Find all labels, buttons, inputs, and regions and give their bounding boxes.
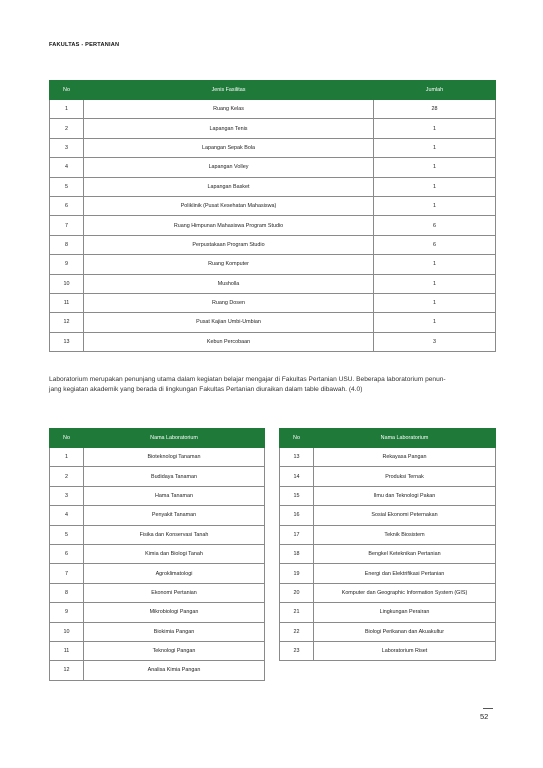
row-number: 5 [50,177,84,196]
row-number: 10 [50,274,84,293]
facility-type: Lapangan Sepak Bola [84,138,374,157]
lab-name: Agroklimatologi [84,564,265,583]
lab-name: Analisa Kimia Pangan [84,661,265,680]
row-number: 8 [50,235,84,254]
facility-count: 1 [374,274,496,293]
facility-count: 1 [374,293,496,312]
lab-name: Teknik Biosistem [314,525,496,544]
table-row [280,467,496,486]
lab-name: Komputer dan Geographic Information System (GIS) [314,583,496,602]
lab-name: Laboratorium Riset [314,641,496,660]
table-row [50,313,496,332]
lab-name: Mikrobiologi Pangan [84,603,265,622]
lab-name: Bengkel Keteknikan Pertanian [314,544,496,563]
labs-right-header-no: No [280,429,314,448]
table-row [280,603,496,622]
facility-count: 1 [374,196,496,215]
facility-type: Ruang Komputer [84,255,374,274]
row-number: 7 [50,564,84,583]
facilities-header-no: No [50,81,84,100]
facility-count: 1 [374,255,496,274]
lab-name: Biologi Perikanan dan Akuakultur [314,622,496,641]
labs-table-right [279,428,496,661]
facility-count: 1 [374,158,496,177]
table-row [50,274,496,293]
row-number: 9 [50,603,84,622]
labs-table-left [49,428,265,681]
lab-name: Biokimia Pangan [84,622,265,641]
table-row [50,293,496,312]
facilities-header-row [50,81,496,100]
facility-type: Ruang Himpunan Mahasiswa Program Studio [84,216,374,235]
labs-right-header-name: Nama Laboratorium [314,429,496,448]
table-row [280,544,496,563]
facility-count: 1 [374,177,496,196]
row-number: 8 [50,583,84,602]
table-row [50,255,496,274]
row-number: 23 [280,641,314,660]
table-row [50,216,496,235]
facility-type: Lapangan Tenis [84,119,374,138]
row-number: 19 [280,564,314,583]
paragraph-line-2: jang kegiatan akademik yang berada di lingkungan Fakultas Pertanian diuraikan dalam table dibawah. (4.0) [49,386,363,393]
table-row [50,100,496,119]
table-row [50,486,265,505]
row-number: 9 [50,255,84,274]
lab-name: Fisika dan Konservasi Tanah [84,525,265,544]
table-row [280,486,496,505]
table-row [50,641,265,660]
lab-name: Produksi Ternak [314,467,496,486]
page-number-rule [483,708,493,709]
table-row [50,467,265,486]
lab-name: Ilmu dan Teknologi Pakan [314,486,496,505]
facility-count: 28 [374,100,496,119]
paragraph-line-1: Laboratorium merupakan penunjang utama dalam kegiatan belajar mengajar di Fakultas Pertanian USU. Beberapa laboratorium penun- [49,376,446,383]
lab-name: Kimia dan Biologi Tanah [84,544,265,563]
table-row [280,525,496,544]
row-number: 7 [50,216,84,235]
facilities-header-count: Jumlah [374,81,496,100]
row-number: 4 [50,506,84,525]
facility-type: Musholla [84,274,374,293]
row-number: 6 [50,544,84,563]
lab-name: Bioteknologi Tanaman [84,448,265,467]
page-number: 52 [480,712,489,721]
row-number: 14 [280,467,314,486]
row-number: 1 [50,100,84,119]
table-row [50,138,496,157]
facilities-table [49,80,496,352]
facility-type: Pusat Kajian Umbi-Umbian [84,313,374,332]
table-row [50,506,265,525]
table-row [280,622,496,641]
table-row [50,332,496,351]
row-number: 2 [50,467,84,486]
laboratory-paragraph [49,375,495,395]
row-number: 4 [50,158,84,177]
table-row [280,583,496,602]
table-row [50,583,265,602]
row-number: 21 [280,603,314,622]
facility-type: Kebun Percobaan [84,332,374,351]
row-number: 1 [50,448,84,467]
row-number: 5 [50,525,84,544]
lab-name: Energi dan Elektrifikasi Pertanian [314,564,496,583]
row-number: 2 [50,119,84,138]
table-row [280,448,496,467]
row-number: 18 [280,544,314,563]
row-number: 3 [50,138,84,157]
row-number: 13 [50,332,84,351]
lab-name: Budidaya Tanaman [84,467,265,486]
facility-type: Lapangan Volley [84,158,374,177]
labs-left-header-no: No [50,429,84,448]
labs-left-header-row [50,429,265,448]
lab-name: Lingkungan Perairan [314,603,496,622]
lab-name: Teknologi Pangan [84,641,265,660]
row-number: 12 [50,313,84,332]
facility-count: 3 [374,332,496,351]
facility-type: Poliklinik (Pusat Kesehatan Mahasiswa) [84,196,374,215]
row-number: 13 [280,448,314,467]
table-row [50,119,496,138]
table-row [50,544,265,563]
table-row [280,564,496,583]
row-number: 15 [280,486,314,505]
table-row [50,177,496,196]
table-row [50,448,265,467]
table-row [280,641,496,660]
facility-type: Ruang Dosen [84,293,374,312]
table-row [50,235,496,254]
facility-count: 6 [374,235,496,254]
facility-type: Perpustakaan Program Studio [84,235,374,254]
row-number: 16 [280,506,314,525]
row-number: 12 [50,661,84,680]
lab-name: Rekayasa Pangan [314,448,496,467]
facility-count: 1 [374,313,496,332]
lab-name: Penyakit Tanaman [84,506,265,525]
row-number: 20 [280,583,314,602]
row-number: 10 [50,622,84,641]
table-row [50,603,265,622]
table-row [50,564,265,583]
table-row [50,622,265,641]
facilities-header-type: Jenis Fasilitas [84,81,374,100]
lab-name: Hama Tanaman [84,486,265,505]
labs-left-header-name: Nama Laboratorium [84,429,265,448]
facility-type: Lapangan Basket [84,177,374,196]
table-row [50,196,496,215]
row-number: 22 [280,622,314,641]
facility-type: Ruang Kelas [84,100,374,119]
table-row [280,506,496,525]
row-number: 11 [50,641,84,660]
row-number: 11 [50,293,84,312]
row-number: 6 [50,196,84,215]
lab-name: Sosial Ekonomi Peternakan [314,506,496,525]
lab-name: Ekonomi Pertanian [84,583,265,602]
row-number: 17 [280,525,314,544]
facility-count: 6 [374,216,496,235]
table-row [50,158,496,177]
row-number: 3 [50,486,84,505]
page-header: FAKULTAS - PERTANIAN [49,42,120,48]
facility-count: 1 [374,119,496,138]
table-row [50,661,265,680]
labs-right-header-row [280,429,496,448]
table-row [50,525,265,544]
facility-count: 1 [374,138,496,157]
